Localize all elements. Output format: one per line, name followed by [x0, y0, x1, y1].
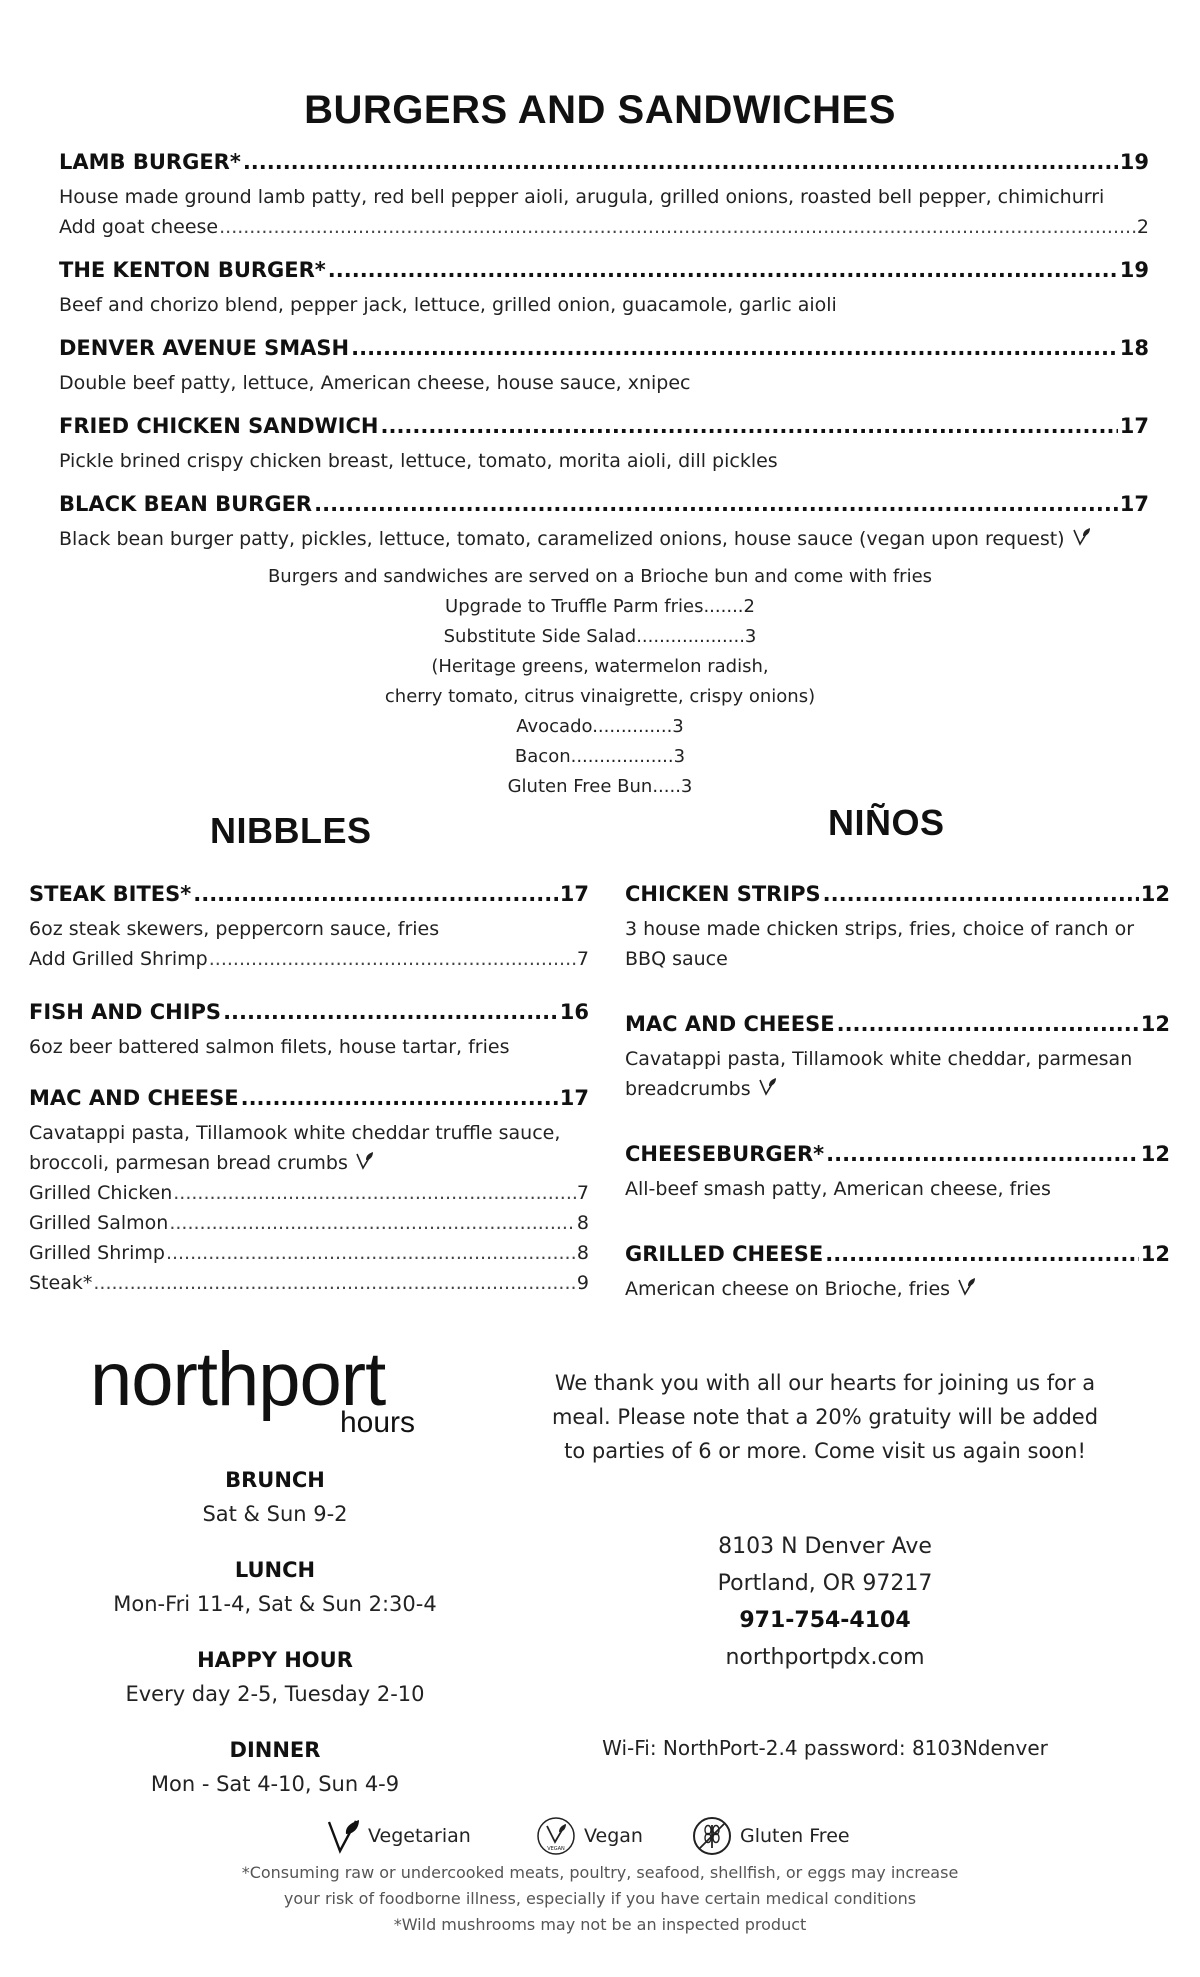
item-description: Pickle brined crispy chicken breast, lettuce, tomato, morita aioli, dill pickles	[59, 450, 778, 472]
item-description-text: Black bean burger patty, pickles, lettuce, tomato, caramelized onions, house sauce (vegan upon request)	[59, 528, 1065, 550]
addon-name: Steak*	[29, 1272, 93, 1294]
item-name: CHICKEN STRIPS	[625, 882, 821, 906]
note-line: Avocado..............3	[516, 716, 684, 737]
address-line-1: 8103 N Denver Ave	[718, 1534, 932, 1559]
gluten-free-icon	[692, 1816, 732, 1856]
vegetarian-leaf-icon	[1071, 527, 1091, 547]
hours-lunch	[80, 1558, 470, 1616]
item-name: LAMB BURGER*	[59, 150, 241, 174]
note-line: Gluten Free Bun.....3	[507, 776, 693, 797]
item-price: 19	[1119, 258, 1149, 282]
vegetarian-leaf-icon	[956, 1277, 976, 1297]
addon-line	[29, 1268, 589, 1298]
menu-item-fried-chicken-sandwich	[59, 414, 1149, 476]
menu-item-ninos-mac-and-cheese	[625, 1012, 1170, 1104]
note-line: Burgers and sandwiches are served on a Brioche bun and come with fries	[267, 566, 933, 587]
phone-number[interactable]: 971-754-4104	[739, 1608, 911, 1633]
hours-label: BRUNCH	[225, 1468, 325, 1492]
item-description-line: Cavatappi pasta, Tillamook white cheddar truffle sauce,	[29, 1122, 561, 1144]
health-disclaimer	[0, 1860, 1200, 1938]
item-price: 12	[1140, 1142, 1170, 1166]
thank-you-line: meal. Please note that a 20% gratuity will be added	[551, 1405, 1099, 1429]
address-line-2: Portland, OR 97217	[717, 1571, 933, 1596]
hours-label: HAPPY HOUR	[197, 1648, 353, 1672]
dot-leader	[241, 1086, 558, 1110]
disclaimer-line: *Consuming raw or undercooked meats, poultry, seafood, shellfish, or eggs may increase	[241, 1863, 959, 1882]
vegan-badge-icon	[536, 1816, 576, 1856]
item-name: GRILLED CHEESE	[625, 1242, 824, 1266]
dot-leader	[219, 212, 1136, 242]
addon-line	[29, 1208, 589, 1238]
item-price: 17	[559, 1086, 589, 1110]
dot-leader	[351, 336, 1118, 360]
legend-label: Gluten Free	[740, 1825, 850, 1847]
addon-line	[29, 1238, 589, 1268]
hours-brunch	[80, 1468, 470, 1526]
dot-leader	[93, 1268, 576, 1298]
dot-leader	[169, 1208, 576, 1238]
menu-item-steak-bites	[29, 882, 589, 974]
addon-price: 9	[576, 1272, 589, 1294]
hours-value: Every day 2-5, Tuesday 2-10	[125, 1682, 425, 1706]
hours-happy-hour	[80, 1648, 470, 1706]
item-name: FRIED CHICKEN SANDWICH	[59, 414, 379, 438]
hours-label: LUNCH	[234, 1558, 316, 1582]
item-description: All-beef smash patty, American cheese, fries	[625, 1178, 1051, 1200]
note-line: (Heritage greens, watermelon radish,	[431, 656, 769, 677]
legend-label: Vegan	[584, 1825, 643, 1847]
addon-name: Add goat cheese	[59, 216, 219, 238]
item-price: 16	[559, 1000, 589, 1024]
dot-leader	[825, 1242, 1139, 1266]
contact-info	[620, 1528, 1030, 1676]
note-line: Upgrade to Truffle Parm fries.......2	[445, 596, 755, 617]
dot-leader	[380, 414, 1117, 438]
legend-gluten-free	[692, 1816, 850, 1856]
item-description	[625, 1274, 1170, 1304]
thank-you-note	[540, 1366, 1110, 1468]
addon-price: 8	[576, 1242, 589, 1264]
ninos-section-title: NIÑOS	[828, 802, 945, 843]
hours-value: Mon-Fri 11-4, Sat & Sun 2:30-4	[113, 1592, 437, 1616]
menu-item-denver-avenue-smash	[59, 336, 1149, 398]
item-description-line: Cavatappi pasta, Tillamook white cheddar, parmesan	[625, 1048, 1133, 1070]
legend-vegan	[536, 1816, 643, 1856]
item-description	[625, 1044, 1170, 1104]
item-description-text: broccoli, parmesan bread crumbs	[29, 1152, 348, 1174]
dot-leader	[823, 882, 1139, 906]
website-link[interactable]: northportpdx.com	[725, 1645, 925, 1670]
dot-leader	[314, 492, 1118, 516]
northport-logo	[90, 1337, 470, 1439]
menu-item-kenton-burger	[59, 258, 1149, 320]
menu-item-cheeseburger	[625, 1142, 1170, 1204]
item-name: CHEESEBURGER*	[625, 1142, 825, 1166]
disclaimer-line: *Wild mushrooms may not be an inspected product	[393, 1915, 807, 1934]
burgers-section-title: BURGERS AND SANDWICHES	[304, 88, 896, 132]
addon-name: Grilled Shrimp	[29, 1242, 165, 1264]
item-name: BLACK BEAN BURGER	[59, 492, 313, 516]
addon-line	[29, 944, 589, 974]
addon-price: 8	[576, 1212, 589, 1234]
item-name: MAC AND CHEESE	[29, 1086, 239, 1110]
menu-item-black-bean-burger	[59, 492, 1149, 554]
item-price: 17	[559, 882, 589, 906]
item-description	[29, 1118, 589, 1178]
dot-leader	[166, 1238, 576, 1268]
vegetarian-leaf-icon	[354, 1151, 374, 1171]
burger-notes	[0, 562, 1200, 802]
logo-wordmark: northport	[90, 1337, 386, 1422]
dot-leader	[826, 1142, 1139, 1166]
item-description: 6oz steak skewers, peppercorn sauce, fries	[29, 918, 440, 940]
item-description-text: American cheese on Brioche, fries	[625, 1278, 951, 1300]
vegetarian-leaf-icon	[326, 1818, 360, 1854]
hours-value: Mon - Sat 4-10, Sun 4-9	[150, 1772, 400, 1796]
legend-vegetarian	[326, 1818, 471, 1854]
dot-leader	[223, 1000, 558, 1024]
item-price: 17	[1119, 492, 1149, 516]
item-name: DENVER AVENUE SMASH	[59, 336, 350, 360]
item-description: Double beef patty, lettuce, American cheese, house sauce, xnipec	[59, 372, 691, 394]
dot-leader	[193, 882, 558, 906]
addon-price: 2	[1136, 216, 1149, 238]
item-name: FISH AND CHIPS	[29, 1000, 222, 1024]
addon-price: 7	[576, 1182, 589, 1204]
hours-heading: hours	[340, 1406, 416, 1439]
item-description: Beef and chorizo blend, pepper jack, lettuce, grilled onion, guacamole, garlic aioli	[59, 294, 837, 316]
note-line: Bacon..................3	[514, 746, 686, 767]
menu-item-grilled-cheese	[625, 1242, 1170, 1304]
item-description	[625, 914, 1170, 974]
disclaimer-line: your risk of foodborne illness, especially if you have certain medical conditions	[283, 1889, 917, 1908]
addon-price: 7	[576, 948, 589, 970]
item-description-line: 3 house made chicken strips, fries, choice of ranch or	[625, 918, 1135, 940]
vegan-badge-text: VEGAN	[547, 1846, 565, 1852]
thank-you-line: to parties of 6 or more. Come visit us again soon!	[564, 1439, 1086, 1463]
addon-name: Grilled Salmon	[29, 1212, 169, 1234]
dot-leader	[173, 1178, 576, 1208]
item-name: THE KENTON BURGER*	[59, 258, 326, 282]
addon-line	[29, 1178, 589, 1208]
addon-line	[59, 212, 1149, 242]
item-description-text: breadcrumbs	[625, 1078, 751, 1100]
note-line: cherry tomato, citrus vinaigrette, crispy onions)	[384, 686, 816, 707]
hours-value: Sat & Sun 9-2	[202, 1502, 348, 1526]
item-description: 6oz beer battered salmon filets, house tartar, fries	[29, 1036, 510, 1058]
item-description-line	[625, 1074, 1170, 1104]
thank-you-line: We thank you with all our hearts for joining us for a	[554, 1371, 1096, 1395]
menu-item-chicken-strips	[625, 882, 1170, 974]
menu-item-mac-and-cheese	[29, 1086, 589, 1298]
hours-label: DINNER	[229, 1738, 321, 1762]
nibbles-section-title: NIBBLES	[210, 810, 372, 851]
menu-item-lamb-burger	[59, 150, 1149, 242]
dot-leader	[328, 258, 1118, 282]
item-price: 17	[1119, 414, 1149, 438]
addon-name: Add Grilled Shrimp	[29, 948, 208, 970]
item-description-line: BBQ sauce	[625, 948, 728, 970]
item-description	[59, 524, 1149, 554]
item-price: 18	[1119, 336, 1149, 360]
menu-item-fish-and-chips	[29, 1000, 589, 1062]
item-name: MAC AND CHEESE	[625, 1012, 835, 1036]
dot-leader	[209, 944, 576, 974]
legend-label: Vegetarian	[368, 1825, 471, 1847]
dot-leader	[837, 1012, 1139, 1036]
item-name: STEAK BITES*	[29, 882, 192, 906]
item-price: 12	[1140, 1242, 1170, 1266]
dot-leader	[243, 150, 1118, 174]
item-description: House made ground lamb patty, red bell pepper aioli, arugula, grilled onions, roasted bell pepper, chimichurri	[59, 186, 1105, 208]
hours-dinner	[80, 1738, 470, 1796]
item-price: 12	[1140, 882, 1170, 906]
item-price: 19	[1119, 150, 1149, 174]
item-price: 12	[1140, 1012, 1170, 1036]
item-description-line	[29, 1148, 589, 1178]
vegetarian-leaf-icon	[757, 1077, 777, 1097]
wifi-info: Wi-Fi: NorthPort-2.4 password: 8103Ndenver	[602, 1736, 1048, 1760]
dietary-legend	[0, 1812, 1200, 1856]
addon-name: Grilled Chicken	[29, 1182, 173, 1204]
note-line: Substitute Side Salad...................3	[443, 626, 757, 647]
